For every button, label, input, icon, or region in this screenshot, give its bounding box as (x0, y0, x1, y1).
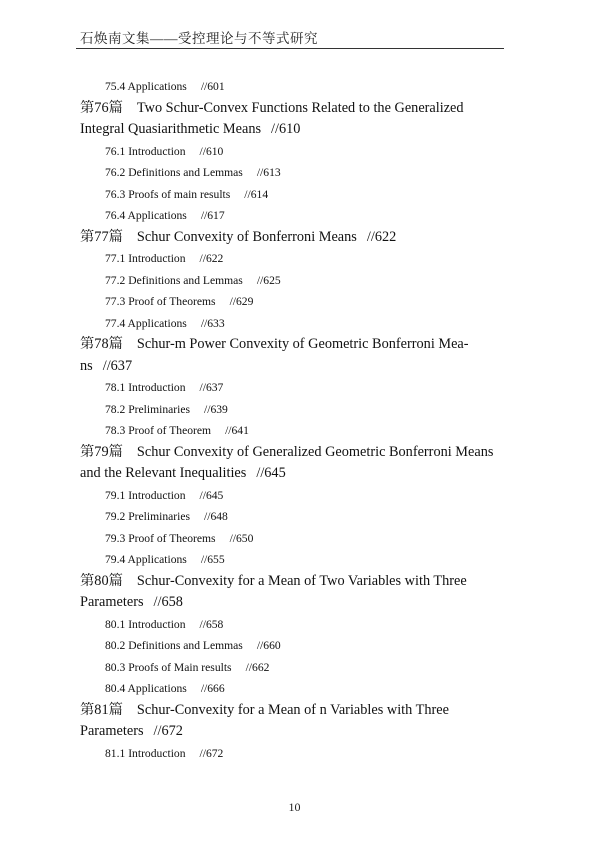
toc-section-entry (80, 248, 500, 270)
page-reference: //637 (199, 381, 224, 394)
chapter-number: 第77篇 (80, 228, 123, 245)
page-reference: //639 (204, 402, 228, 416)
section-number: 79.4 (105, 553, 126, 566)
toc-chapter-entry (80, 227, 500, 249)
section-title: Definitions and Lemmas (125, 273, 243, 287)
section-title: Applications (125, 553, 187, 566)
page-reference: //650 (229, 531, 254, 545)
section-title: Applications (125, 316, 187, 330)
page-reference: //662 (245, 660, 270, 674)
toc-chapter-entry (80, 334, 500, 377)
section-title: Applications (125, 682, 187, 695)
toc-section-entry (80, 399, 500, 421)
section-number: 75.4 (105, 80, 126, 93)
page-reference: //658 (153, 594, 183, 610)
page-reference: //666 (200, 682, 225, 695)
section-title: Proof of Theorems (125, 531, 216, 545)
toc-section-entry (80, 162, 500, 184)
chapter-title: Schur-Convexity for a Mean of n Variables with Three Parameters (80, 701, 449, 739)
section-number: 78.1 (105, 381, 126, 394)
section-number: 77.2 (105, 273, 126, 287)
section-number: 80.1 (105, 617, 126, 631)
running-header: 石焕南文集——受控理论与不等式研究 (80, 31, 318, 46)
section-title: Applications (125, 80, 187, 93)
section-number: 80.4 (105, 682, 126, 695)
section-number: 76.3 (105, 187, 126, 201)
page-number: 10 (288, 800, 301, 814)
page-reference: //614 (244, 187, 269, 201)
chapter-title: Two Schur-Convex Functions Related to the Generalized Integral Quasiarithmetic Means (80, 99, 464, 137)
page-reference: //641 (225, 424, 249, 437)
page-reference: //617 (200, 209, 225, 222)
section-title: Preliminaries (125, 510, 191, 523)
section-number: 76.2 (105, 166, 126, 179)
section-number: 80.3 (105, 660, 126, 674)
toc-section-entry (80, 528, 500, 550)
chapter-number: 第80篇 (80, 572, 123, 589)
section-number: 79.1 (105, 488, 126, 502)
page-reference: //610 (271, 121, 301, 137)
toc-section-entry (80, 506, 500, 528)
page-reference: //613 (256, 166, 281, 179)
chapter-title: Schur Convexity of Bonferroni Means (136, 228, 357, 245)
section-title: Definitions and Lemmas (125, 166, 243, 179)
section-title: Introduction (125, 381, 186, 394)
page-reference: //645 (199, 488, 224, 502)
section-title: Definitions and Lemmas (125, 639, 243, 652)
section-title: Preliminaries (125, 402, 191, 416)
toc-section-entry (80, 678, 500, 700)
section-number: 76.1 (105, 144, 126, 158)
page-reference: //660 (256, 639, 281, 652)
section-number: 77.4 (105, 316, 126, 330)
section-number: 76.4 (105, 209, 126, 222)
toc-section-entry (80, 291, 500, 313)
section-title: Applications (125, 209, 187, 222)
toc-section-entry (80, 614, 500, 636)
page-reference: //658 (199, 617, 224, 631)
toc-section-entry (80, 743, 500, 765)
toc-section-entry (80, 657, 500, 679)
page-reference: //655 (200, 553, 225, 566)
section-number: 79.3 (105, 531, 126, 545)
page-reference: //622 (366, 228, 397, 245)
toc-section-entry (80, 635, 500, 657)
toc-chapter-entry (80, 700, 500, 743)
toc-chapter-entry (80, 571, 500, 614)
chapter-title: Schur Convexity of Generalized Geometric Bonferroni Means and the Relevant Inequalities (80, 443, 494, 481)
table-of-contents (80, 76, 500, 764)
section-title: Proofs of main results (125, 187, 231, 201)
toc-section-entry (80, 141, 500, 163)
toc-section-entry (80, 184, 500, 206)
page-reference: //672 (153, 723, 183, 739)
page-reference: //601 (200, 80, 225, 93)
page-reference: //622 (199, 252, 224, 265)
page-reference: //629 (229, 295, 254, 308)
page-reference: //637 (102, 357, 133, 374)
page-reference: //633 (200, 316, 225, 330)
page-reference: //625 (256, 273, 281, 287)
chapter-number: 第76篇 (80, 99, 123, 116)
section-title: Proofs of Main results (125, 660, 232, 674)
section-title: Introduction (125, 746, 186, 760)
section-number: 80.2 (105, 639, 126, 652)
chapter-number: 第79篇 (80, 443, 123, 460)
section-title: Introduction (125, 617, 186, 631)
header-rule (76, 48, 504, 49)
chapter-number: 第78篇 (80, 336, 123, 352)
section-number: 77.3 (105, 295, 126, 308)
section-title: Introduction (125, 252, 186, 265)
page-reference: //648 (204, 510, 228, 523)
page-reference: //610 (199, 144, 224, 158)
page-reference: //645 (256, 465, 286, 481)
section-number: 81.1 (105, 746, 126, 760)
chapter-title: Schur-Convexity for a Mean of Two Variables with Three Parameters (80, 572, 467, 610)
section-number: 78.2 (105, 402, 126, 416)
toc-section-entry (80, 313, 500, 335)
section-title: Proof of Theorems (125, 295, 216, 308)
page-reference: //672 (199, 746, 224, 760)
toc-chapter-entry (80, 442, 500, 485)
chapter-number: 第81篇 (80, 701, 123, 718)
toc-section-entry (80, 377, 500, 399)
section-number: 78.3 (105, 424, 126, 437)
toc-section-entry (80, 76, 500, 98)
section-number: 79.2 (105, 510, 126, 523)
toc-section-entry (80, 420, 500, 442)
toc-chapter-entry (80, 98, 500, 141)
toc-section-entry (80, 549, 500, 571)
section-number: 77.1 (105, 252, 126, 265)
chapter-title: Schur-m Power Convexity of Geometric Bonferroni Mea-ns (80, 336, 469, 374)
section-title: Introduction (125, 144, 186, 158)
toc-section-entry (80, 270, 500, 292)
section-title: Introduction (125, 488, 186, 502)
section-title: Proof of Theorem (125, 424, 212, 437)
toc-section-entry (80, 205, 500, 227)
toc-section-entry (80, 485, 500, 507)
